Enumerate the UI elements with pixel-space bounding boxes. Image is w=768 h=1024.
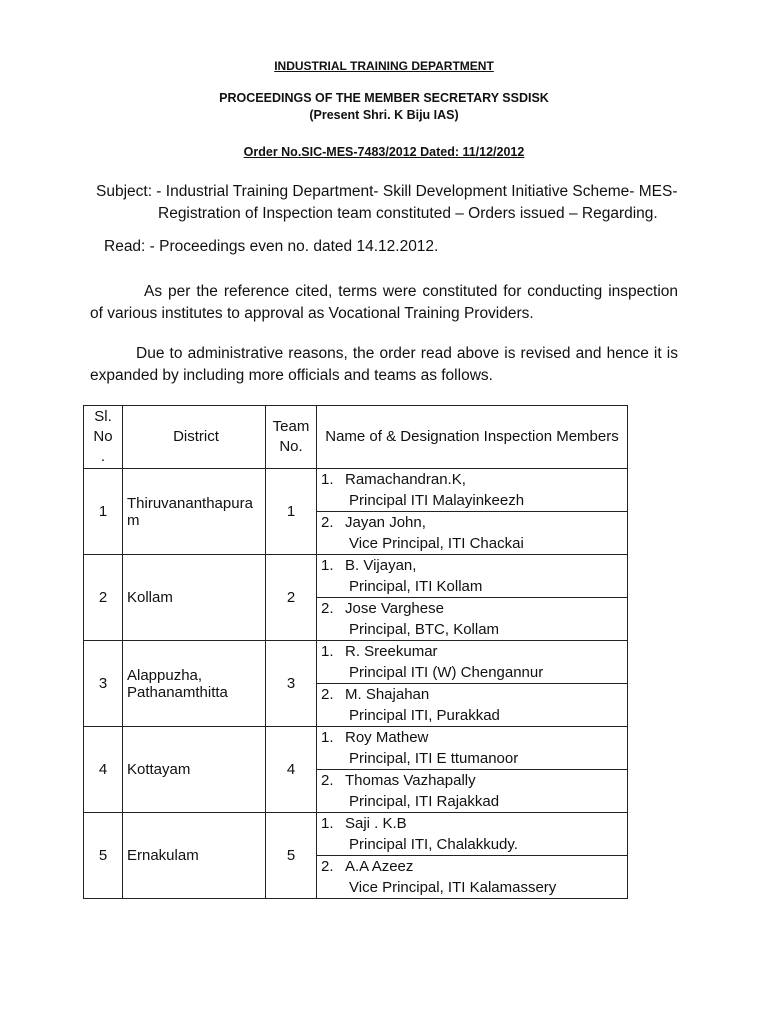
member-number: 1. xyxy=(321,471,334,488)
member-number: 1. xyxy=(321,557,334,574)
member-name: Thomas Vazhapally xyxy=(345,772,476,789)
paragraph-2: Due to administrative reasons, the order read above is revised and hence it is expanded by including more officials and teams as follows. xyxy=(90,345,678,384)
member-designation: Vice Principal, ITI Kalamassery xyxy=(349,879,557,896)
table-row xyxy=(84,641,628,684)
member-designation: Principal ITI, Chalakkudy. xyxy=(349,836,518,853)
cell-member xyxy=(317,684,628,727)
cell-district: Kottayam xyxy=(123,727,266,813)
member-name: Roy Mathew xyxy=(345,729,429,746)
cell-district: Thiruvananthapura m xyxy=(123,469,266,555)
cell-team-no: 3 xyxy=(266,641,317,727)
member-name: Ramachandran.K, xyxy=(345,471,466,488)
cell-team-no: 4 xyxy=(266,727,317,813)
cell-sl-no: 2 xyxy=(84,555,123,641)
header-members: Name of & Designation Inspection Members xyxy=(317,406,628,469)
table-body xyxy=(84,469,628,899)
member-designation: Principal ITI (W) Chengannur xyxy=(349,664,544,681)
member-number: 1. xyxy=(321,729,334,746)
table-row xyxy=(84,813,628,856)
cell-sl-no: 1 xyxy=(84,469,123,555)
present-line: (Present Shri. K Biju IAS) xyxy=(309,108,459,122)
cell-sl-no: 5 xyxy=(84,813,123,899)
cell-member xyxy=(317,555,628,598)
inspection-team-table xyxy=(83,405,628,899)
department-heading-text: INDUSTRIAL TRAINING DEPARTMENT xyxy=(274,59,494,73)
member-name: Jayan John, xyxy=(345,514,426,531)
cell-member xyxy=(317,727,628,770)
cell-member xyxy=(317,469,628,512)
cell-member xyxy=(317,512,628,555)
header-team-no xyxy=(266,406,317,469)
cell-team-no: 5 xyxy=(266,813,317,899)
member-number: 2. xyxy=(321,686,334,703)
header-team-no-text: Team No. xyxy=(272,418,310,455)
cell-member xyxy=(317,856,628,899)
department-heading xyxy=(0,59,768,73)
member-name: B. Vijayan, xyxy=(345,557,417,574)
member-name: Saji . K.B xyxy=(345,815,407,832)
read-reference: Read: - Proceedings even no. dated 14.12.2012. xyxy=(104,238,439,255)
paragraph-1: As per the reference cited, terms were constituted for conducting inspection of various institutes to approval as Vocational Training Providers. xyxy=(90,283,678,322)
subject-block xyxy=(96,181,696,225)
table-row xyxy=(84,469,628,512)
member-number: 1. xyxy=(321,815,334,832)
member-number: 1. xyxy=(321,643,334,660)
cell-district: Alappuzha, Pathanamthitta xyxy=(123,641,266,727)
cell-district: Ernakulam xyxy=(123,813,266,899)
member-designation: Principal, ITI Kollam xyxy=(349,578,483,595)
member-name: R. Sreekumar xyxy=(345,643,438,660)
cell-member xyxy=(317,598,628,641)
subject-line-1: Subject: - Industrial Training Department- Skill Development Initiative Scheme- MES- xyxy=(96,183,678,200)
header-sl-no-text: Sl. No . xyxy=(93,408,113,465)
header-sl-no xyxy=(84,406,123,469)
member-name: A.A Azeez xyxy=(345,858,414,875)
member-designation: Principal ITI, Purakkad xyxy=(349,707,500,724)
cell-team-no: 2 xyxy=(266,555,317,641)
member-designation: Vice Principal, ITI Chackai xyxy=(349,535,524,552)
subject-line-2: Registration of Inspection team constituted – Orders issued – Regarding. xyxy=(158,205,658,222)
order-number-text: Order No.SIC-MES-7483/2012 Dated: 11/12/2012 xyxy=(243,145,525,159)
cell-team-no: 1 xyxy=(266,469,317,555)
member-number: 2. xyxy=(321,858,334,875)
cell-district: Kollam xyxy=(123,555,266,641)
member-name: Jose Varghese xyxy=(345,600,444,617)
cell-sl-no: 3 xyxy=(84,641,123,727)
table-row xyxy=(84,555,628,598)
header-district: District xyxy=(123,406,266,469)
member-number: 2. xyxy=(321,514,334,531)
cell-member xyxy=(317,770,628,813)
proceedings-heading: PROCEEDINGS OF THE MEMBER SECRETARY SSDISK xyxy=(219,91,549,105)
member-name: M. Shajahan xyxy=(345,686,430,703)
cell-member xyxy=(317,641,628,684)
member-number: 2. xyxy=(321,772,334,789)
order-number xyxy=(0,145,768,159)
member-designation: Principal, ITI Rajakkad xyxy=(349,793,500,810)
member-designation: Principal ITI Malayinkeezh xyxy=(349,492,525,509)
table-row xyxy=(84,727,628,770)
cell-sl-no: 4 xyxy=(84,727,123,813)
cell-member xyxy=(317,813,628,856)
member-designation: Principal, BTC, Kollam xyxy=(349,621,500,638)
member-designation: Principal, ITI E ttumanoor xyxy=(349,750,519,767)
member-number: 2. xyxy=(321,600,334,617)
table-header-row xyxy=(84,406,628,469)
